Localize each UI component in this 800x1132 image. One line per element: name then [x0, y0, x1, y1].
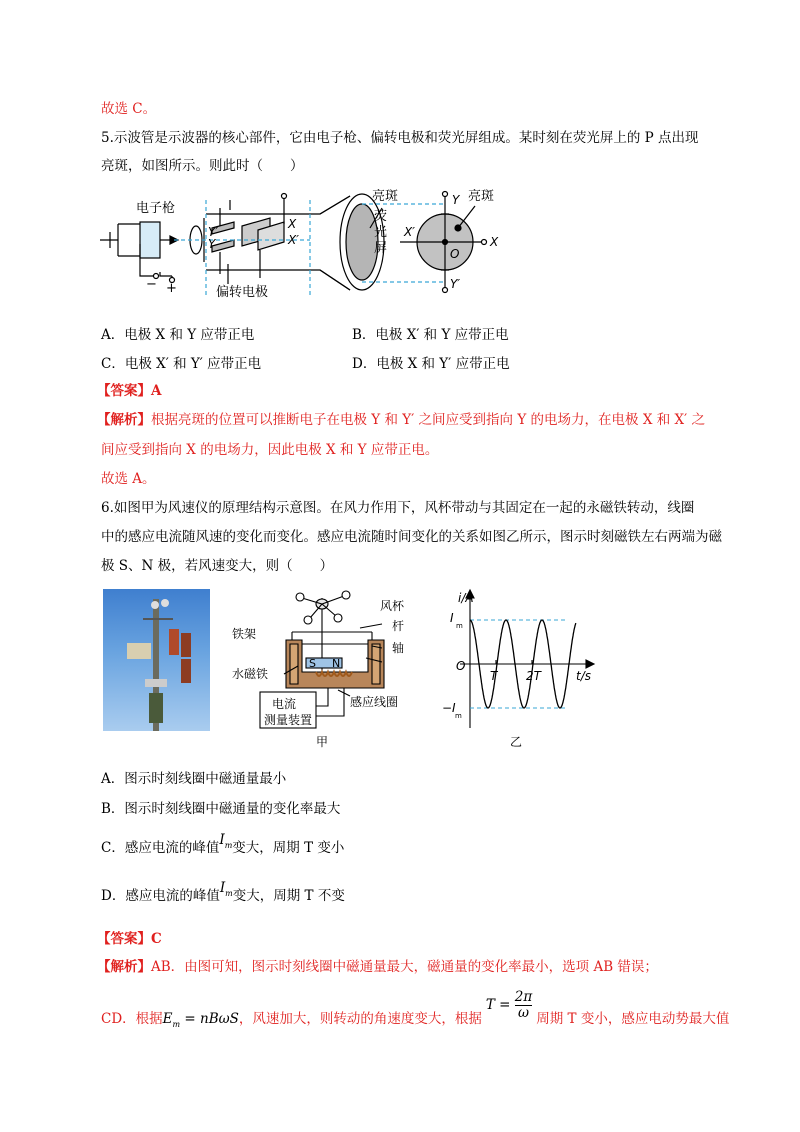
- q5-stem-line2: 亮斑，如图所示。则此时（ ）: [101, 158, 304, 174]
- q5-answer: 【答案】A: [97, 383, 162, 399]
- im-symbol: $I_m$: [219, 880, 233, 898]
- q6-analysis-line1: [97, 957, 658, 977]
- svg-text:X′: X′: [288, 233, 299, 247]
- q5-analysis-line1: [97, 410, 705, 430]
- label-axis: 轴: [392, 641, 405, 655]
- label-xlabel: t/s: [576, 669, 591, 683]
- q6-option-b: B．图示时刻线圈中磁通量的变化率最大: [101, 801, 341, 817]
- svg-text:Y′: Y′: [450, 277, 461, 291]
- q6-analysis-label: 【解析】: [97, 959, 151, 975]
- q6-analysis-text: AB．由图可知，图示时刻线圈中磁通量最大，磁通量的变化率最小，选项 AB 错误；: [151, 959, 658, 975]
- q5-conclusion: 故选 A。: [101, 471, 156, 487]
- q5-stem-line1: 5.示波管是示波器的核心部件，它由电子枪、偏转电极和荧光屏组成。某时刻在荧光屏上的 P 点出现: [101, 130, 699, 146]
- svg-text:X: X: [490, 235, 499, 249]
- q6-stem-line2: 中的感应电流随风速的变化而变化。感应电流随时间变化的关系如图乙所示，图示时刻磁铁左右两端为磁: [101, 529, 722, 545]
- label-origin: O: [456, 659, 466, 673]
- q6-option-a: A．图示时刻线圈中磁通量最小: [101, 771, 287, 787]
- svg-text:O: O: [450, 247, 460, 261]
- label-screen-3: 屏: [374, 241, 388, 256]
- label-frame: 铁架: [232, 627, 257, 641]
- svg-text:m: m: [456, 622, 463, 630]
- formula-emf: $E_m = nB\omega S$: [162, 1011, 239, 1029]
- q6-analysis-line2: CD．根据$E_m = nB\omega S$，风速加大，则转动的角速度变大，根据T = $\frac{2\pi}{\omega}$ 周期 T 变小，感应电动势最大值: [101, 989, 730, 1029]
- svg-text:m: m: [455, 712, 462, 720]
- q5-analysis-line2: 间应受到指向 X 的电场力，因此电极 X 和 Y 应带正电。: [101, 442, 439, 458]
- label-rod: 杆: [392, 619, 405, 633]
- label-meter-2: 测量装置: [264, 713, 313, 727]
- label-T: T: [490, 669, 498, 683]
- anemometer-photo: [103, 589, 210, 731]
- caption-yi: 乙: [510, 735, 523, 749]
- wind-meter-diagram: [232, 588, 417, 748]
- label-2T: 2T: [526, 669, 541, 683]
- label-deflect: 偏转电极: [216, 285, 269, 300]
- im-symbol: $I_m$: [219, 832, 233, 850]
- q5-option-c: C．电极 X′ 和 Y′ 应带正电: [101, 356, 262, 372]
- q6-stem-line3: 极 S、N 极，若风速变大，则（ ）: [101, 558, 334, 574]
- label-meter-1: 电流: [272, 697, 297, 711]
- oscilloscope-figure: [100, 184, 520, 309]
- label-gun: 电子枪: [136, 201, 176, 216]
- label-spot-2: 亮斑: [468, 189, 495, 204]
- label-cup: 风杯: [380, 599, 405, 613]
- label-neg-Im: −I: [442, 701, 456, 715]
- svg-text:N: N: [332, 657, 341, 670]
- label-coil: 感应线圈: [350, 695, 399, 709]
- svg-text:Y: Y: [208, 237, 216, 251]
- label-screen-2: 光: [374, 225, 388, 240]
- q5-analysis-label: 【解析】: [97, 412, 151, 428]
- q5-analysis-text: 根据亮斑的位置可以推断电子在电极 Y 和 Y′ 之间应受到指向 Y 的电场力，在电极 X 和 X′ 之: [151, 412, 705, 428]
- svg-text:Y′: Y′: [208, 225, 219, 239]
- q6-stem-line1: 6.如图甲为风速仪的原理结构示意图。在风力作用下，风杯带动与其固定在一起的永磁铁转动，线圈: [101, 500, 695, 516]
- svg-text:X′: X′: [404, 225, 415, 239]
- label-magnet: 水磁铁: [232, 667, 269, 681]
- formula-period: T = $\frac{2\pi}{\omega}$: [485, 989, 533, 1021]
- label-plus: +: [166, 281, 177, 296]
- q5-option-b: B．电极 X′ 和 Y 应带正电: [352, 327, 509, 343]
- q5-option-d: D．电极 X 和 Y′ 应带正电: [352, 356, 510, 372]
- label-screen-1: 荧: [374, 209, 388, 224]
- q5-option-a: A．电极 X 和 Y 应带正电: [101, 327, 255, 343]
- svg-text:X: X: [288, 217, 297, 231]
- label-Im: I: [450, 611, 454, 625]
- current-graph: [430, 588, 605, 748]
- q6-option-d: D．感应电流的峰值$I_m$变大，周期 T 不变: [101, 880, 345, 904]
- label-minus: −: [146, 277, 157, 292]
- prev-conclusion: 故选 C。: [101, 101, 157, 117]
- q6-option-c: C．感应电流的峰值$I_m$变大，周期 T 变小: [101, 832, 345, 856]
- svg-text:S: S: [309, 657, 316, 670]
- caption-jia: 甲: [316, 735, 329, 749]
- svg-text:Y: Y: [452, 193, 460, 207]
- q6-answer: 【答案】C: [97, 931, 162, 947]
- label-spot: 亮斑: [372, 189, 399, 204]
- label-ylabel: i/A: [458, 591, 474, 605]
